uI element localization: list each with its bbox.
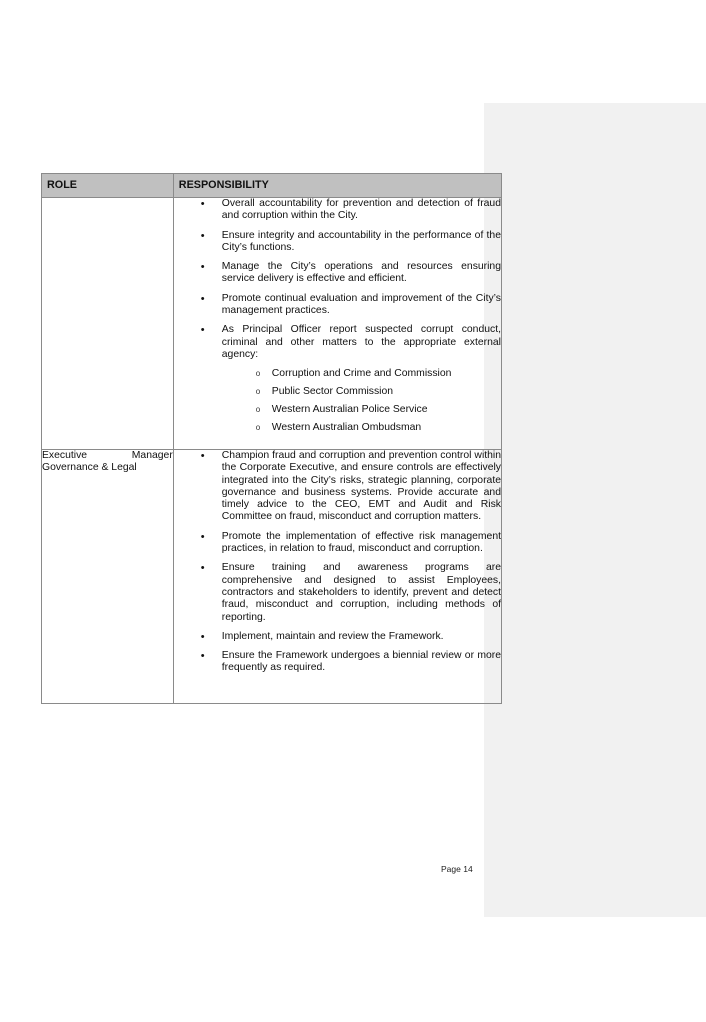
column-header-responsibility: RESPONSIBILITY bbox=[173, 174, 501, 198]
list-item: • Ensure training and awareness programs are comprehensive and designed to assist Employees, contractors and stakeholders to identify, prevent and detect fraud, misconduct and corruption, including methods of reporting. bbox=[174, 562, 501, 623]
agency-item: o Western Australian Police Service bbox=[222, 404, 501, 416]
table-row bbox=[42, 198, 502, 450]
agency-item: o Public Sector Commission bbox=[222, 386, 501, 398]
role-text: Governance & Legal bbox=[42, 462, 137, 474]
list-item: • Implement, maintain and review the Framework. bbox=[174, 631, 501, 643]
list-item-text: As Principal Officer report suspected corrupt conduct, criminal and other matters to the appropriate external agency: bbox=[221, 324, 501, 360]
roles-responsibility-table bbox=[41, 173, 502, 704]
comment-pane bbox=[484, 103, 706, 917]
role-text: Manager bbox=[131, 450, 173, 461]
role-cell bbox=[42, 450, 174, 704]
agency-list bbox=[222, 368, 501, 434]
agency-item: o Western Australian Ombudsman bbox=[222, 422, 501, 434]
table-row bbox=[42, 450, 502, 704]
agency-item: o Corruption and Crime and Commission bbox=[222, 368, 501, 380]
list-item: • Ensure integrity and accountability in the performance of the City’s functions. bbox=[174, 230, 501, 255]
responsibility-list bbox=[174, 198, 501, 434]
page-number: Page 14 bbox=[441, 864, 473, 874]
list-item: • Manage the City’s operations and resources ensuring service delivery is effective and efficient. bbox=[174, 261, 501, 286]
responsibility-cell bbox=[173, 198, 501, 450]
responsibility-list bbox=[174, 450, 501, 675]
column-header-role: ROLE bbox=[42, 174, 174, 198]
list-item: • Promote continual evaluation and improvement of the City’s management practices. bbox=[174, 293, 501, 318]
role-cell bbox=[42, 198, 174, 450]
list-item: • Ensure the Framework undergoes a biennial review or more frequently as required. bbox=[174, 650, 501, 675]
list-item: • Promote the implementation of effective risk management practices, in relation to fraud, misconduct and corruption. bbox=[174, 531, 501, 556]
responsibility-cell bbox=[173, 450, 501, 704]
role-text: Executive bbox=[42, 450, 88, 461]
list-item: • Overall accountability for prevention and detection of fraud and corruption within the City. bbox=[174, 198, 501, 223]
list-item bbox=[174, 324, 501, 434]
table-header-row bbox=[42, 174, 502, 198]
list-item: • Champion fraud and corruption and prevention control within the Corporate Executive, and ensure controls are effectively integrated into the City’s risks, strategic planning, corporate governance and business systems. Provide accurate and timely advice to the CEO, EMT and Audit and Risk Committee on fraud, misconduct and corruption matters. bbox=[174, 450, 501, 524]
